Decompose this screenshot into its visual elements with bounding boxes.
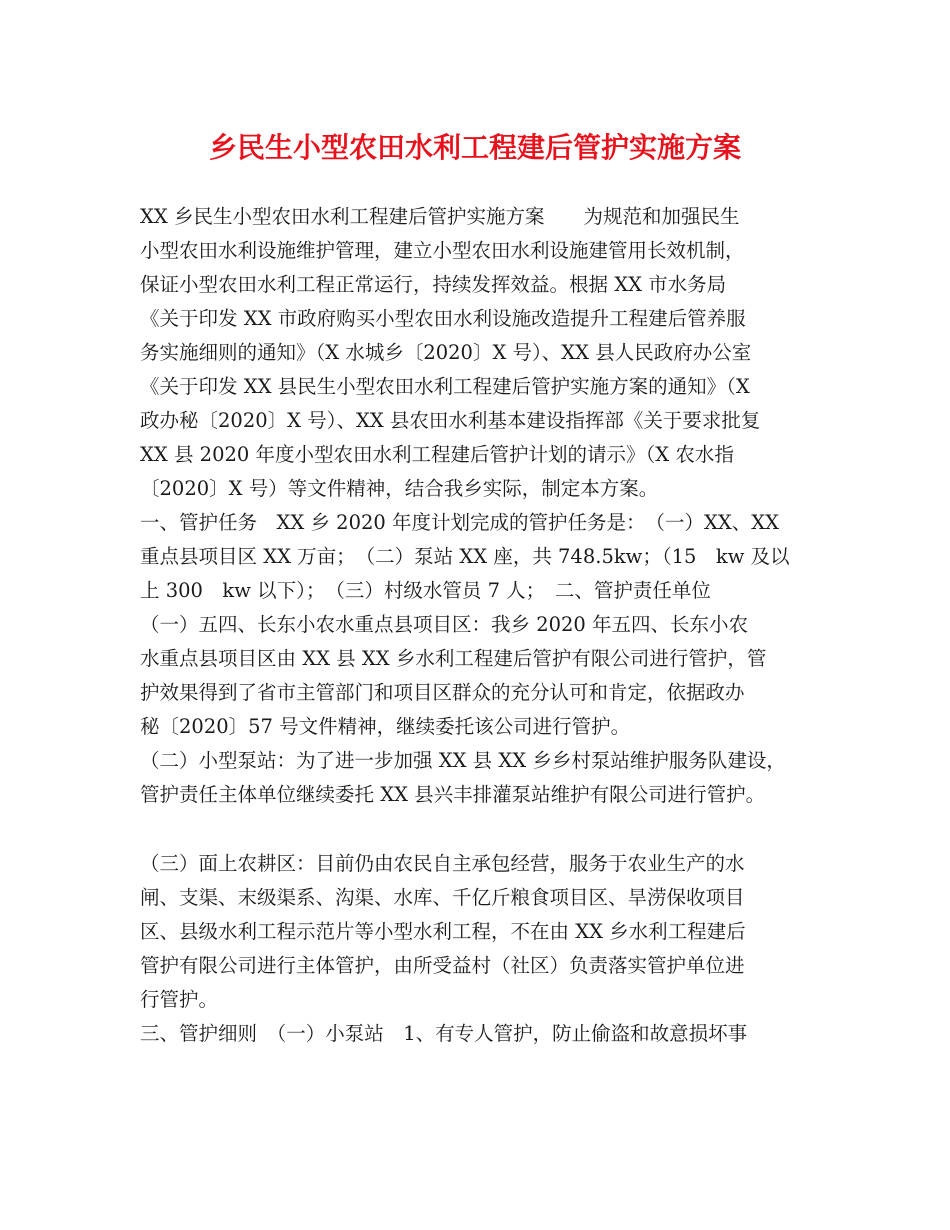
body-line: 水重点县项目区由 XX 县 XX 乡水利工程建后管护有限公司进行管护，管 (140, 647, 767, 670)
body-line: 小型农田水利设施维护管理，建立小型农田水利设施建管用长效机制， (140, 239, 745, 262)
body-line: 重点县项目区 XX 万亩； （二）泵站 XX 座，共 748.5kw；（15 kw 及以 (140, 545, 790, 568)
body-line: 一、管护任务 XX 乡 2020 年度计划完成的管护任务是： （一）XX、XX (140, 511, 780, 534)
body-line: （二）小型泵站：为了进一步加强 XX 县 XX 乡乡村泵站维护服务队建设， (140, 749, 786, 772)
body-line: 〔2020〕X 号）等文件精神，结合我乡实际，制定本方案。 (140, 477, 659, 500)
body-line: （三）面上农耕区：目前仍由农民自主承包经营，服务于农业生产的水 (140, 852, 745, 875)
body-line: 秘〔2020〕57 号文件精神，继续委托该公司进行管护。 (140, 715, 631, 738)
body-line: （一）五四、长东小农水重点县项目区：我乡 2020 年五四、长东小农 (140, 613, 749, 636)
body-line: 上 300 kw 以下）； （三）村级水管员 7 人； 二、管护责任单位 (140, 579, 711, 602)
body-line: 管护有限公司进行主体管护，由所受益村（社区）负责落实管护单位进 (140, 954, 745, 977)
body-line: 保证小型农田水利工程正常运行，持续发挥效益。根据 XX 市水务局 (140, 273, 727, 296)
body-line: 区、县级水利工程示范片等小型水利工程，不在由 XX 乡水利工程建后 (140, 920, 746, 943)
body-line: 行管护。 (140, 988, 219, 1011)
body-line: 护效果得到了省市主管部门和项目区群众的充分认可和肯定，依据政办 (140, 681, 745, 704)
body-line: XX 乡民生小型农田水利工程建后管护实施方案 为规范和加强民生 (140, 205, 740, 228)
body-line: 管护责任主体单位继续委托 XX 县兴丰排灌泵站维护有限公司进行管护。 (140, 783, 766, 806)
body-line: 政办秘〔2020〕X 号）、XX 县农田水利基本建设指挥部《关于要求批复 (140, 409, 761, 432)
document-title: 乡民生小型农田水利工程建后管护实施方案 (208, 131, 741, 164)
body-line: XX 县 2020 年度小型农田水利工程建后管护计划的请示》（X 农水指 (140, 443, 734, 466)
body-line: 闸、支渠、末级渠系、沟渠、水库、千亿斤粮食项目区、旱涝保收项目 (140, 886, 745, 909)
body-line: 《关于印发 XX 县民生小型农田水利工程建后管护实施方案的通知》（X (140, 375, 750, 398)
body-line: 务实施细则的通知》（X 水城乡〔2020〕X 号）、XX 县人民政府办公室 (140, 341, 752, 364)
body-line: 《关于印发 XX 市政府购买小型农田水利设施改造提升工程建后管养服 (140, 307, 746, 330)
body-line: 三、管护细则 （一）小泵站 1、有专人管护，防止偷盗和故意损坏事 (140, 1022, 748, 1045)
